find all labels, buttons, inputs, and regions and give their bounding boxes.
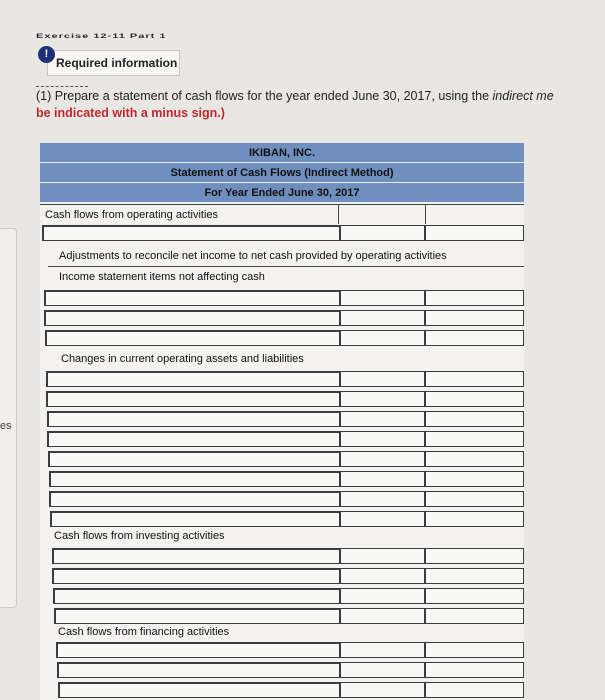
change-total-7[interactable]: [425, 491, 524, 507]
change-amount-1[interactable]: [340, 371, 425, 387]
side-panel-tab[interactable]: [0, 228, 17, 608]
change-total-4[interactable]: [425, 431, 524, 447]
investing-total-3[interactable]: [425, 588, 524, 604]
instructions-note: be indicated with a minus sign.): [36, 106, 225, 120]
adjustment-input-3[interactable]: [45, 330, 340, 346]
investing-net-label[interactable]: [54, 608, 340, 624]
grid-line: [338, 204, 339, 224]
financing-amount-1[interactable]: [340, 642, 425, 658]
investing-total-2[interactable]: [425, 568, 524, 584]
financing-total-3[interactable]: [425, 682, 524, 698]
change-total-2[interactable]: [425, 391, 524, 407]
change-total-5[interactable]: [425, 451, 524, 467]
statement-period: For Year Ended June 30, 2017: [40, 183, 524, 203]
company-name: IKIBAN, INC.: [40, 143, 524, 163]
change-input-1[interactable]: [46, 371, 340, 387]
investing-input-1[interactable]: [52, 548, 340, 564]
investing-net-amount[interactable]: [340, 608, 425, 624]
operating-amount-input[interactable]: [340, 225, 425, 241]
investing-input-3[interactable]: [53, 588, 340, 604]
operating-net-total[interactable]: [425, 511, 524, 527]
section-adjustments: Adjustments to reconcile net income to net cash provided by operating activities: [59, 250, 447, 262]
operating-net-amount[interactable]: [340, 511, 425, 527]
section-changes: Changes in current operating assets and liabilities: [61, 353, 304, 365]
instructions-text: (1) Prepare a statement of cash flows for the year ended June 30, 2017, using the indirect me: [36, 89, 554, 103]
section-income-items: Income statement items not affecting cash: [59, 271, 265, 283]
adjustment-input-1[interactable]: [44, 290, 340, 306]
exercise-title: Exercise 12-11 Part 1: [36, 33, 167, 40]
change-input-2[interactable]: [46, 391, 340, 407]
change-input-7[interactable]: [49, 491, 340, 507]
adjustment-total-3[interactable]: [425, 330, 524, 346]
investing-amount-3[interactable]: [340, 588, 425, 604]
adjustment-amount-2[interactable]: [340, 310, 425, 326]
alert-icon: !: [38, 46, 55, 63]
change-amount-2[interactable]: [340, 391, 425, 407]
financing-total-2[interactable]: [425, 662, 524, 678]
section-investing: Cash flows from investing activities: [54, 530, 225, 542]
adjustment-input-2[interactable]: [44, 310, 340, 326]
investing-amount-1[interactable]: [340, 548, 425, 564]
change-input-4[interactable]: [47, 431, 340, 447]
section-financing: Cash flows from financing activities: [58, 626, 230, 638]
change-amount-6[interactable]: [340, 471, 425, 487]
grid-line: [425, 204, 426, 224]
change-total-3[interactable]: [425, 411, 524, 427]
change-total-6[interactable]: [425, 471, 524, 487]
financing-amount-3[interactable]: [340, 682, 425, 698]
side-panel-label: es: [0, 420, 12, 432]
change-amount-5[interactable]: [340, 451, 425, 467]
operating-net-label[interactable]: [50, 511, 340, 527]
adjustment-total-1[interactable]: [425, 290, 524, 306]
change-input-6[interactable]: [49, 471, 340, 487]
adjustment-total-2[interactable]: [425, 310, 524, 326]
adjustment-amount-1[interactable]: [340, 290, 425, 306]
financing-input-2[interactable]: [57, 662, 340, 678]
change-amount-7[interactable]: [340, 491, 425, 507]
operating-label-input[interactable]: [42, 225, 340, 241]
grid-line: [40, 204, 524, 205]
investing-input-2[interactable]: [52, 568, 340, 584]
financing-input-1[interactable]: [56, 642, 340, 658]
financing-input-3[interactable]: [58, 682, 340, 698]
grid-line: [48, 266, 524, 267]
change-amount-3[interactable]: [340, 411, 425, 427]
change-amount-4[interactable]: [340, 431, 425, 447]
financing-total-1[interactable]: [425, 642, 524, 658]
investing-net-total[interactable]: [425, 608, 524, 624]
divider: [36, 86, 88, 87]
change-input-5[interactable]: [48, 451, 340, 467]
section-operating: Cash flows from operating activities: [45, 209, 219, 221]
cash-flow-worksheet: [40, 143, 524, 700]
adjustment-amount-3[interactable]: [340, 330, 425, 346]
financing-amount-2[interactable]: [340, 662, 425, 678]
investing-total-1[interactable]: [425, 548, 524, 564]
statement-title: Statement of Cash Flows (Indirect Method): [40, 163, 524, 183]
investing-amount-2[interactable]: [340, 568, 425, 584]
operating-total-input[interactable]: [425, 225, 524, 241]
change-input-3[interactable]: [47, 411, 340, 427]
change-total-1[interactable]: [425, 371, 524, 387]
required-information-tab[interactable]: Required information: [47, 50, 180, 76]
